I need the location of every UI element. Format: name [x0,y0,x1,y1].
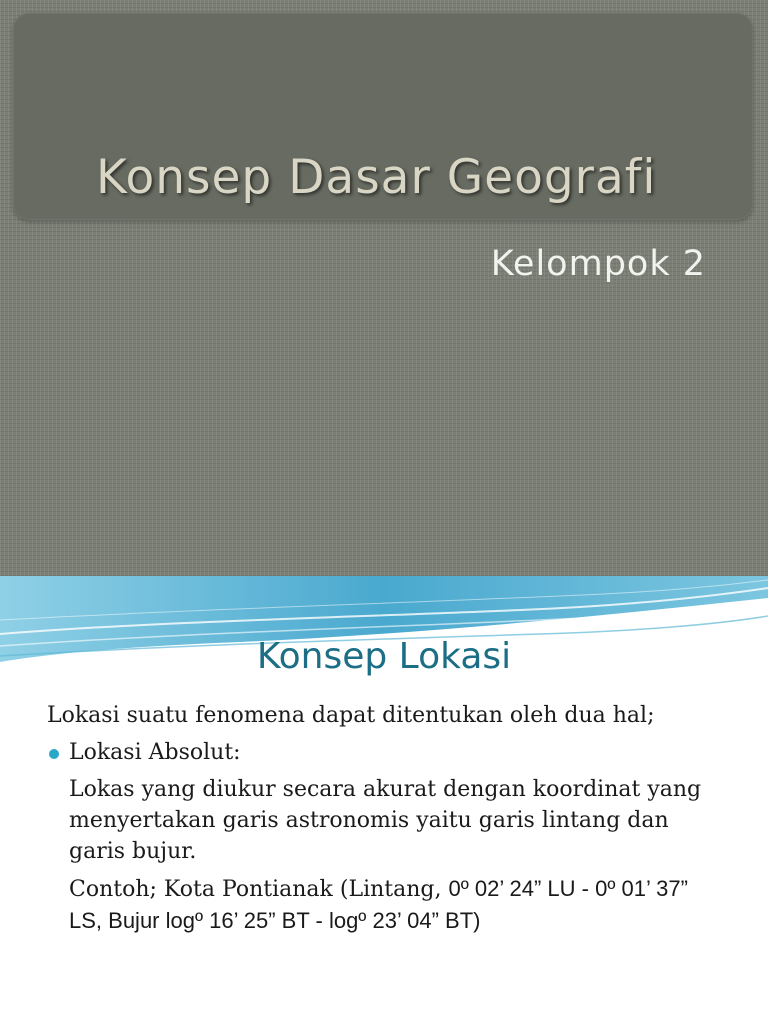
example-coordinates: 0º 02’ 24” LU - 0º 01’ 37” LS, [69,876,688,933]
description-text: Lokas yang diukur secara akurat dengan koordinat yang menyertakan garis astronomis yaitu garis lintang dan garis bujur. [69,777,702,864]
slide-heading: Konsep Lokasi [256,636,512,677]
bullet-label: Lokasi Absolut: [69,740,241,765]
slide-title: Konsep Dasar Geografi [96,150,657,205]
example-prefix: Contoh; Kota Pontianak (Lintang, [69,877,449,902]
bullet-dot-icon [49,749,59,759]
content-slide [0,576,768,1024]
intro-text: Lokasi suatu fenomena dapat ditentukan oleh dua hal; [47,703,655,728]
example-bujur: Bujur logº 16’ 25” BT - logº 23’ 04” BT) [108,908,481,933]
slide-body [47,700,727,943]
example-text [69,873,727,937]
bullet-item [47,737,727,768]
slide-subtitle: Kelompok 2 [490,244,706,284]
